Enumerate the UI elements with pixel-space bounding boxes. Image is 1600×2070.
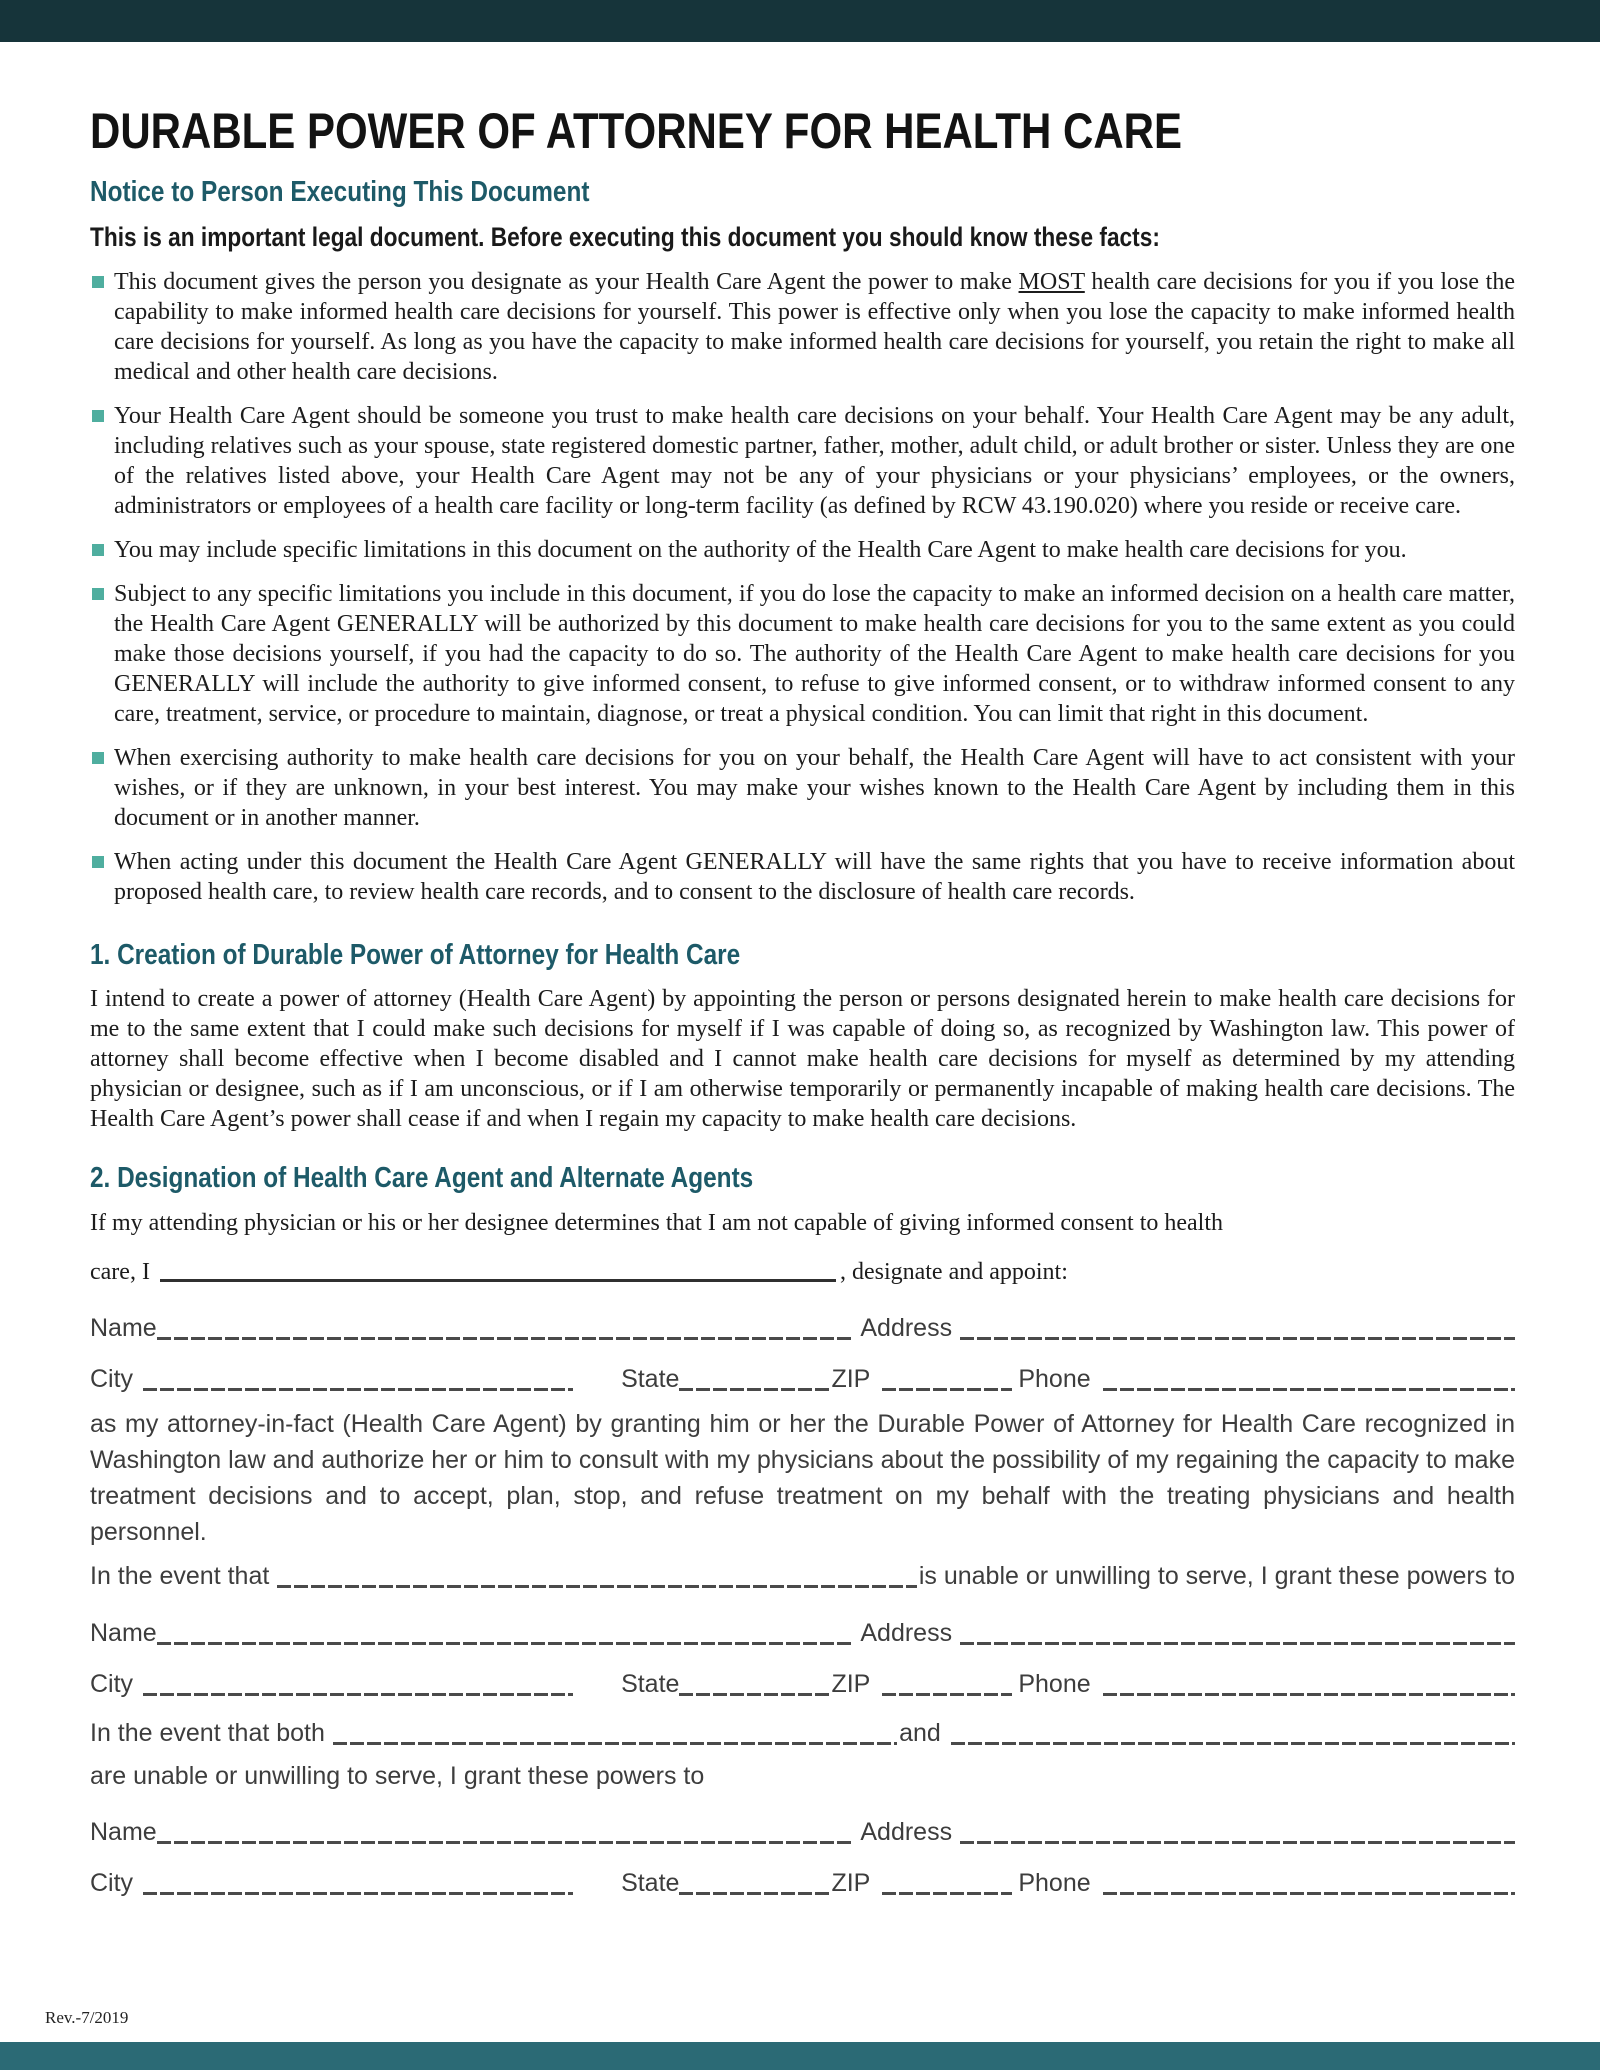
alternate1-phone-field[interactable]: [1103, 1693, 1515, 1696]
agent1-state-label: State: [621, 1365, 680, 1394]
bullet-1-pre: This document gives the person you designate as your Health Care Agent the power to make: [114, 268, 1019, 295]
notice-heading: [90, 174, 1515, 212]
bullet-text-4: Subject to any specific limitations you include in this document, if you do lose the capacity to make an informed decision on a health care matter, the Health Care Agent GENERALLY will be authorized by this document to make health care decisions for you to the same extent as you could make those decisions yourself, if you had the capacity to do so. The authority of the Health Care Agent to make health care decisions for you GENERALLY will include the authority to give informed consent, to refuse to give informed consent, or to withdraw informed consent to any care, treatment, service, or procedure to maintain, diagnose, or treat a physical condition. You can limit that right in this document.: [114, 580, 1515, 727]
revision-label: Rev.-7/2019: [45, 2008, 129, 2027]
alternate1-address-label: Address: [860, 1619, 953, 1648]
alternate2-name-group: [90, 1818, 852, 1847]
bullet-square-icon: [92, 276, 104, 288]
event-both-row: [90, 1719, 1515, 1748]
agent1-address-label: Address: [860, 1314, 953, 1343]
alternate2-phone-label: Phone: [1018, 1869, 1091, 1898]
alternate1-city-label: City: [90, 1670, 134, 1699]
care-line-post: , designate and appoint:: [839, 1259, 1068, 1286]
agent1-state-field[interactable]: [679, 1388, 829, 1391]
bullet-square-icon: [92, 410, 104, 422]
agent1-zip-label: ZIP: [831, 1365, 871, 1394]
principal-name-field[interactable]: [160, 1279, 836, 1282]
section1-paragraph: I intend to create a power of attorney (Health Care Agent) by appointing the person or persons designated herein to make health care decisions for me to the same extent that I could make such decisions for myself if I was capable of doing so, as recognized by Washington law. This power of attorney shall become effective when I become disabled and I cannot make health care decisions for myself as determined by my attending physician or designee, such as if I am unconscious, or if I am otherwise temporarily or permanently incapable of making health care decisions. The Health Care Agent’s power shall cease if and when I regain my capacity to make health care decisions.: [90, 986, 1515, 1133]
event-one-pre: In the event that: [90, 1562, 270, 1591]
event-both-continuation: are unable or unwilling to serve, I grant these powers to: [90, 1762, 705, 1791]
agent1-city-field[interactable]: [143, 1388, 573, 1391]
agent1-city-label: City: [90, 1365, 134, 1394]
event-one-post: is unable or unwilling to serve, I grant these powers to: [918, 1562, 1515, 1591]
bullet-text-2: Your Health Care Agent should be someone you trust to make health care decisions on your behalf. Your Health Care Agent may be any adult, including relatives such as your spouse, state registered domestic partner, father, mother, adult child, or adult brother or sister. Unless they are one of the relatives listed above, your Health Care Agent may not be any of your physicians or your physicians’ employees, or the owners, administrators or employees of a health care facility or long-term facility (as defined by RCW 43.190.020) where you reside or receive care.: [114, 402, 1515, 519]
bullet-item-4: [90, 579, 1515, 729]
event-both-name1-field[interactable]: [333, 1742, 897, 1745]
section2-heading-text: 2. Designation of Health Care Agent and Alternate Agents: [90, 1162, 754, 1195]
care-line-pre: care, I: [90, 1259, 150, 1286]
event-one-row: [90, 1562, 1515, 1591]
alternate1-zip-label: ZIP: [831, 1670, 871, 1699]
alternate1-state-field[interactable]: [679, 1693, 829, 1696]
alternate2-name-label: Name: [90, 1818, 157, 1847]
alternate2-address-field[interactable]: [960, 1841, 1515, 1844]
agent1-zip-field[interactable]: [882, 1388, 1012, 1391]
bullet-item-1: [90, 267, 1515, 387]
event-one-name-field[interactable]: [277, 1585, 917, 1588]
notice-intro-text: This is an important legal document. Before executing this document you should know these facts:: [90, 221, 1160, 252]
alternate2-phone-field[interactable]: [1103, 1892, 1515, 1895]
alternate2-name-field[interactable]: [157, 1841, 853, 1844]
alternate1-name-group: [90, 1619, 852, 1648]
agent1-name-field[interactable]: [157, 1337, 853, 1340]
alternate1-name-label: Name: [90, 1619, 157, 1648]
alternate2-zip-label: ZIP: [831, 1869, 871, 1898]
agent1-name-group: [90, 1314, 852, 1343]
agent1-address-field[interactable]: [960, 1337, 1515, 1340]
bullet-1-post: health care decisions for you if you lose the capability to make informed health care decisions for yourself. This power is effective only when you lose the capacity to make informed health care decisions for yourself. As long as you have the capacity to make informed health care decisions for yourself, you retain the right to make all medical and other health care decisions.: [114, 268, 1515, 385]
alternate2-city-field[interactable]: [143, 1892, 573, 1895]
bullet-text-6: When acting under this document the Health Care Agent GENERALLY will have the same rights that you have to receive information about proposed health care, to review health care records, and to consent to the disclosure of health care records.: [114, 848, 1515, 905]
alternate1-zip-field[interactable]: [882, 1693, 1012, 1696]
agent1-name-label: Name: [90, 1314, 157, 1343]
section2-heading: [90, 1160, 1515, 1198]
alternate2-city-label: City: [90, 1869, 134, 1898]
bullet-item-5: [90, 743, 1515, 833]
bullet-item-6: [90, 847, 1515, 907]
bullet-square-icon: [92, 588, 104, 600]
notice-bullet-list: [90, 267, 1515, 907]
alternate1-name-address-row: [90, 1619, 1515, 1648]
bullet-1-underlined-word: MOST: [1018, 268, 1085, 295]
event-both-and-label: and: [899, 1719, 941, 1748]
section1-heading: [90, 937, 1515, 975]
principal-name-row: [90, 1246, 1515, 1286]
notice-heading-text: Notice to Person Executing This Document: [90, 176, 590, 208]
alternate1-state-label: State: [621, 1670, 680, 1699]
agent1-phone-field[interactable]: [1103, 1388, 1515, 1391]
agent1-phone-label: Phone: [1018, 1365, 1091, 1394]
bullet-text-1: [114, 267, 1515, 387]
alternate2-address-group: [852, 1818, 1515, 1847]
bullet-square-icon: [92, 544, 104, 556]
attorney-clause-paragraph: as my attorney-in-fact (Health Care Agent) by granting him or her the Durable Power of Attorney for Health Care recognized in Washington law and authorize her or him to consult with my physicians about the possibility of my regaining the capacity to make treatment decisions and to accept, plan, stop, and refuse treatment on my behalf with the treating physicians and health personnel.: [90, 1410, 1515, 1547]
alternate2-state-field[interactable]: [679, 1892, 829, 1895]
document-title-text: DURABLE POWER OF ATTORNEY FOR HEALTH CARE: [90, 103, 1182, 159]
bullet-square-icon: [92, 752, 104, 764]
bottom-border-bar: [0, 2042, 1600, 2070]
bullet-text-5: When exercising authority to make health care decisions for you on your behalf, the Health Care Agent will have to act consistent with your wishes, or if they are unknown, in your best interest. You may make your wishes known to the Health Care Agent by including them in this document or in another manner.: [114, 744, 1515, 831]
alternate1-name-field[interactable]: [157, 1642, 853, 1645]
alternate2-state-label: State: [621, 1869, 680, 1898]
alternate1-city-field[interactable]: [143, 1693, 573, 1696]
bullet-item-3: [90, 535, 1515, 565]
alternate2-zip-field[interactable]: [882, 1892, 1012, 1895]
alternate1-phone-label: Phone: [1018, 1670, 1091, 1699]
bullet-text-3: You may include specific limitations in this document on the authority of the Health Care Agent to make health care decisions for you.: [114, 536, 1407, 563]
alternate2-name-address-row: [90, 1818, 1515, 1847]
event-both-name2-field[interactable]: [951, 1742, 1515, 1745]
alternate1-address-group: [852, 1619, 1515, 1648]
section2-intro-line: If my attending physician or his or her designee determines that I am not capable of giving informed consent to health: [90, 1210, 1224, 1237]
alternate2-city-row: [90, 1869, 1515, 1898]
document-title: [90, 104, 1515, 158]
event-both-pre: In the event that both: [90, 1719, 325, 1748]
alternate1-city-row: [90, 1670, 1515, 1699]
alternate1-address-field[interactable]: [960, 1642, 1515, 1645]
notice-intro: [90, 222, 1515, 253]
bullet-square-icon: [92, 856, 104, 868]
agent1-city-row: [90, 1365, 1515, 1394]
section1-heading-text: 1. Creation of Durable Power of Attorney for Health Care: [90, 938, 741, 971]
alternate2-address-label: Address: [860, 1818, 953, 1847]
agent1-name-address-row: [90, 1314, 1515, 1343]
agent1-address-group: [852, 1314, 1515, 1343]
bullet-item-2: [90, 401, 1515, 521]
